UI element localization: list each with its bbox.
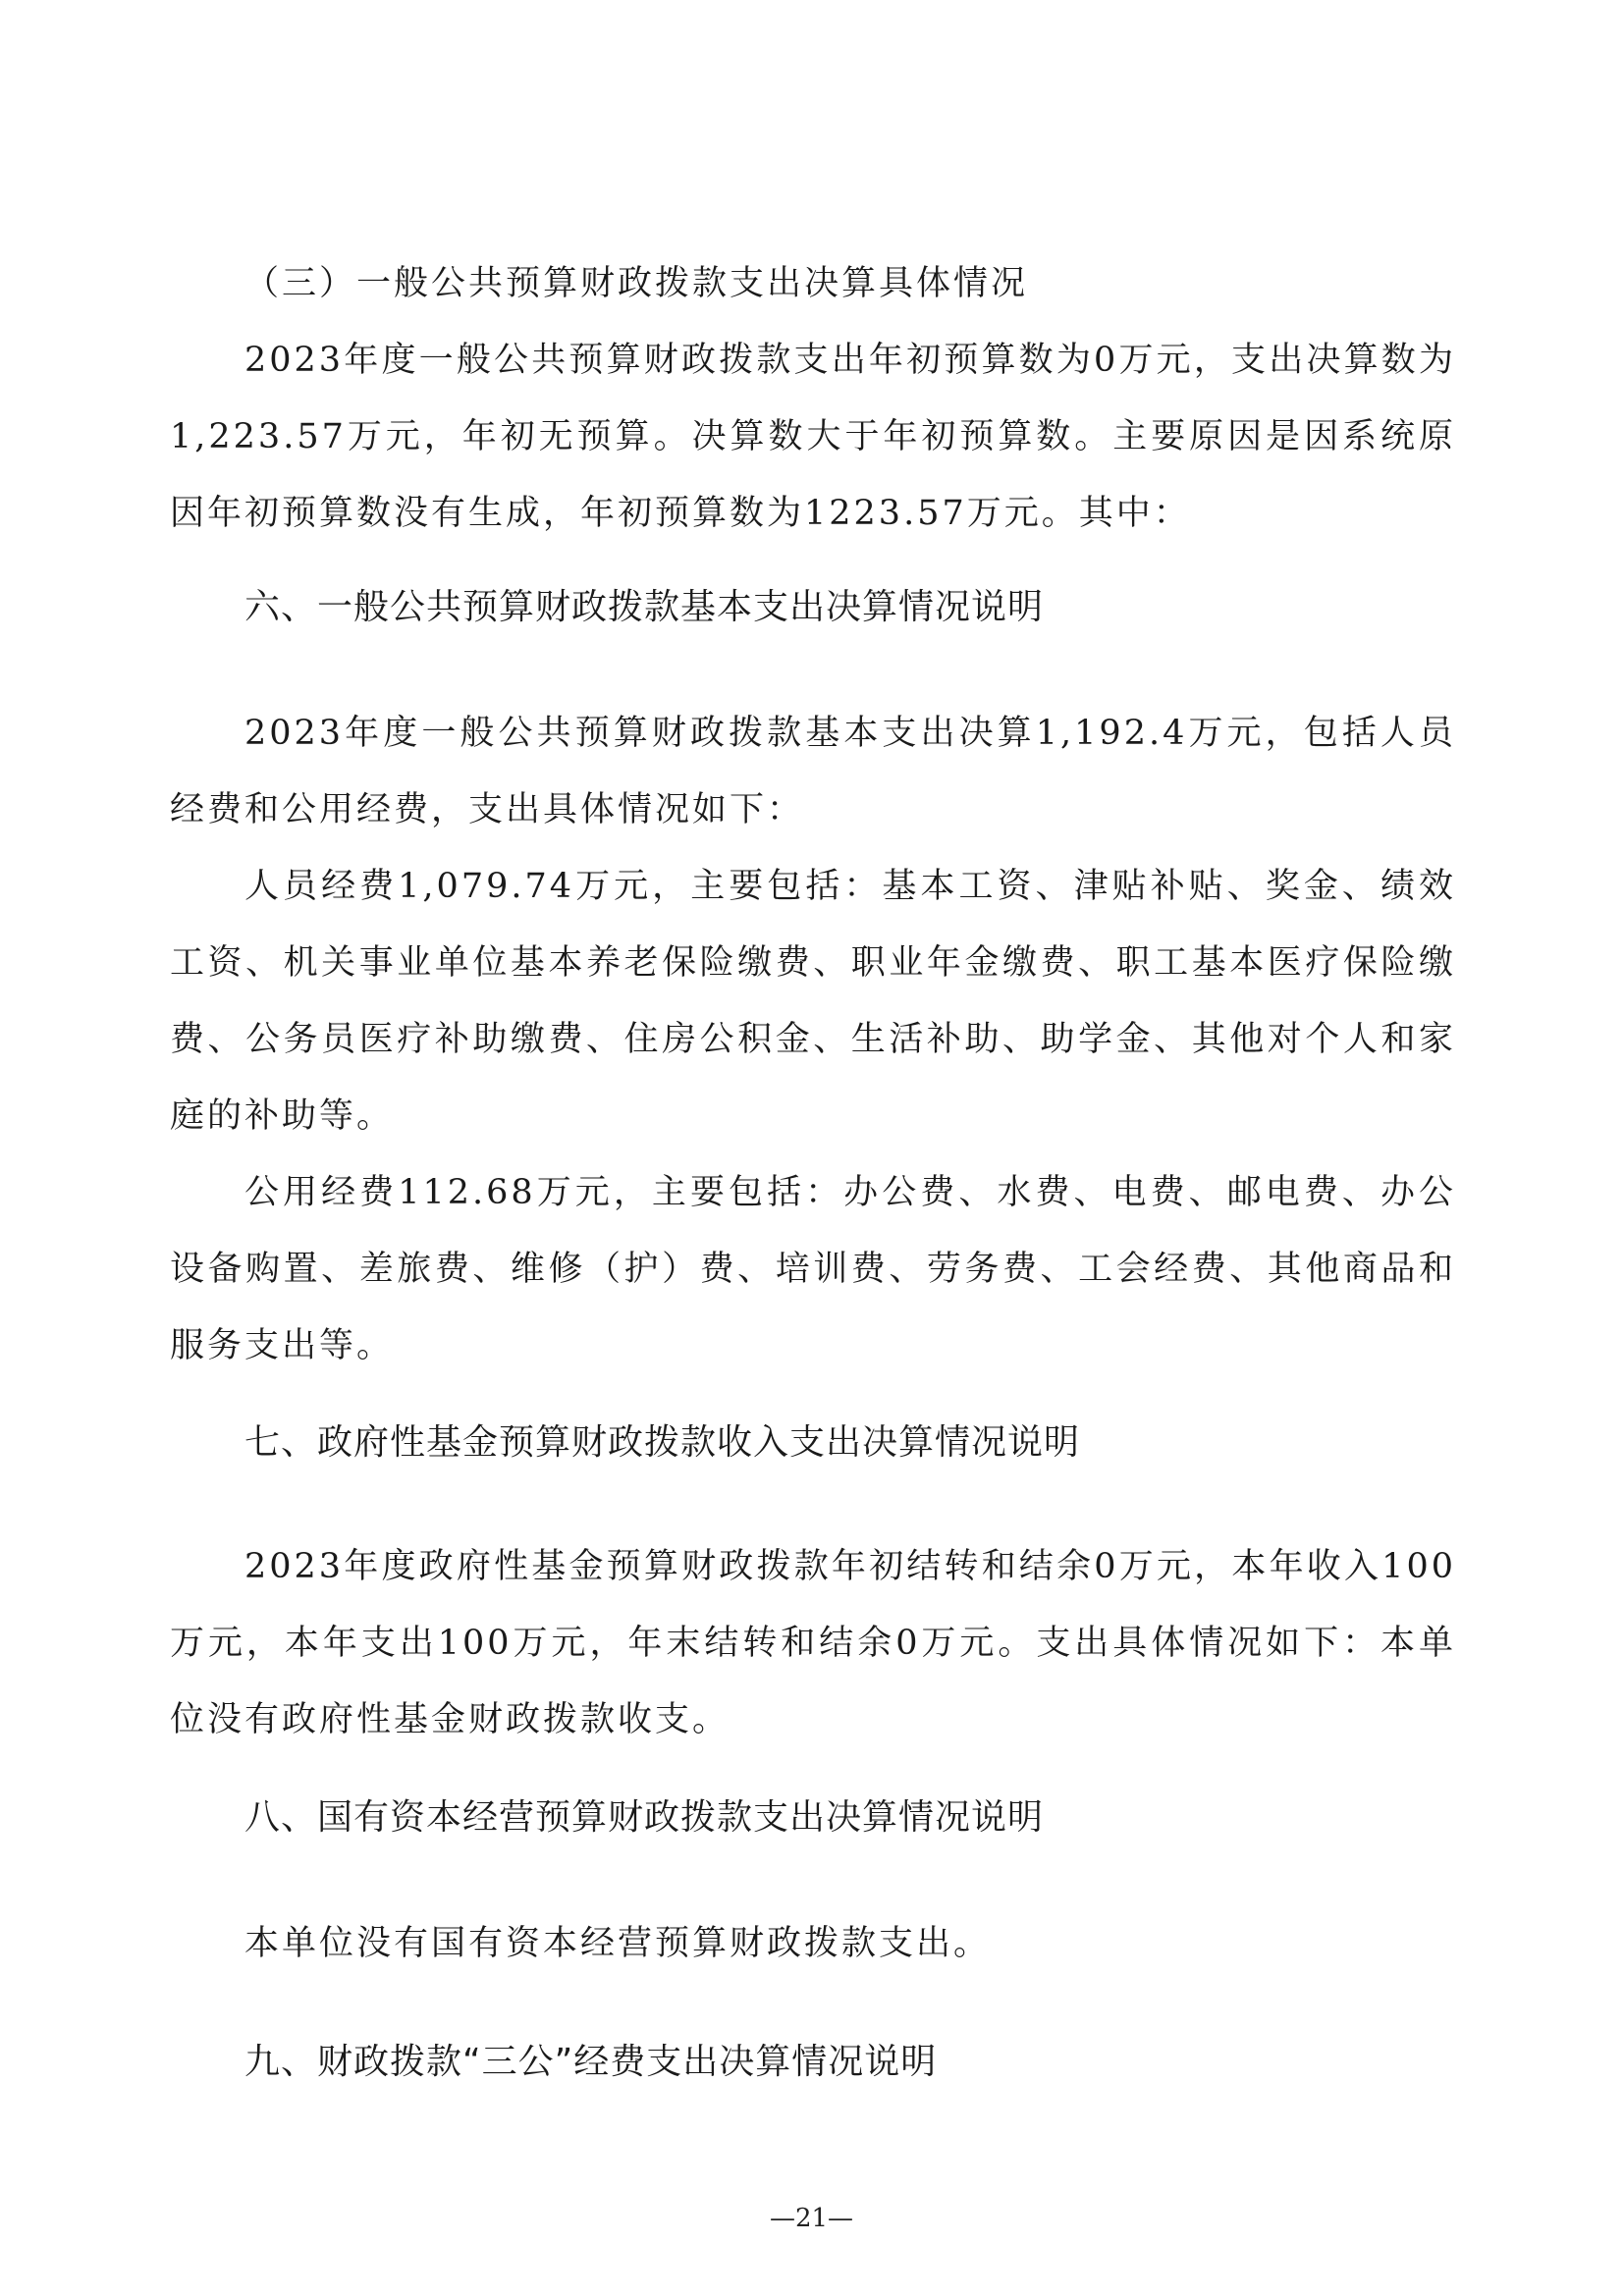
paragraph-general-budget-expenditure: 2023年度一般公共预算财政拨款支出年初预算数为0万元，支出决算数为1,223.57万元，年初无预算。决算数大于年初预算数。主要原因是因系统原因年初预算数没有生成，年初预算数为1223.57万元。其中： <box>170 341 1456 533</box>
paragraph-basic-expenditure: 2023年度一般公共预算财政拨款基本支出决算1,192.4万元，包括人员经费和公用经费，支出具体情况如下： <box>170 714 1456 829</box>
paragraph-personnel-expenses: 人员经费1,079.74万元，主要包括：基本工资、津贴补贴、奖金、绩效工资、机关事业单位基本养老保险缴费、职业年金缴费、职工基本医疗保险缴费、公务员医疗补助缴费、住房公积金、生活补助、助学金、其他对个人和家庭的补助等。 <box>170 867 1456 1136</box>
section-heading-9: 九、财政拨款“三公”经费支出决算情况说明 <box>244 2042 938 2082</box>
paragraph-public-expenses: 公用经费112.68万元，主要包括：办公费、水费、电费、邮电费、办公设备购置、差旅费、维修（护）费、培训费、劳务费、工会经费、其他商品和服务支出等。 <box>170 1173 1456 1365</box>
section-heading-8: 八、国有资本经营预算财政拨款支出决算情况说明 <box>244 1797 1045 1838</box>
section-heading-7: 七、政府性基金预算财政拨款收入支出决算情况说明 <box>244 1422 1081 1463</box>
paragraph-government-fund: 2023年度政府性基金预算财政拨款年初结转和结余0万元，本年收入100万元，本年支出100万元，年末结转和结余0万元。支出具体情况如下：本单位没有政府性基金财政拨款收支。 <box>170 1547 1456 1739</box>
page-number: —21— <box>769 2204 854 2233</box>
paragraph-state-capital: 本单位没有国有资本经营预算财政拨款支出。 <box>244 1924 992 1963</box>
section-heading-6: 六、一般公共预算财政拨款基本支出决算情况说明 <box>244 587 1045 627</box>
subsection-heading-3: （三）一般公共预算财政拨款支出决算具体情况 <box>244 264 1029 303</box>
